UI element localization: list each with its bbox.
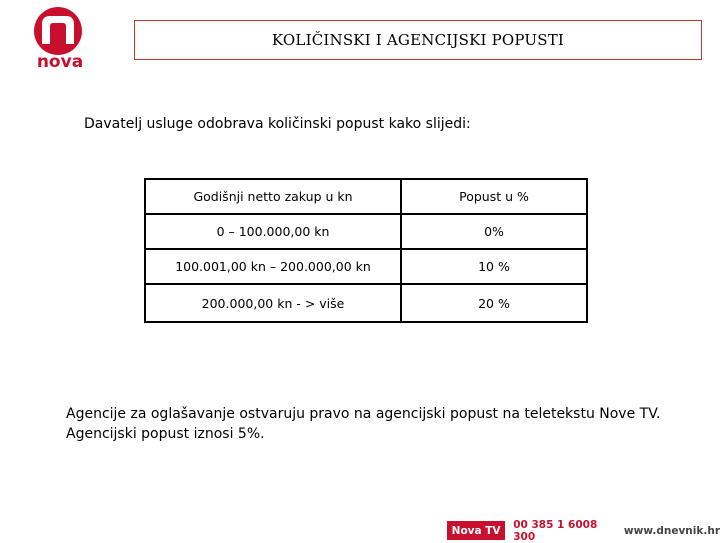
page-title-text: KOLIČINSKI I AGENCIJSKI POPUSTI	[271, 31, 565, 49]
agency-discount-note	[66, 404, 706, 444]
table-header-cell: Godišnji netto zakup u kn	[145, 179, 401, 214]
note-line: Agencije za oglašavanje ostvaruju pravo na agencijski popust na teletekstu Nove TV.	[66, 406, 661, 422]
table-row	[145, 284, 587, 322]
page-title	[134, 20, 702, 60]
discount-table	[144, 178, 588, 323]
table-row	[145, 249, 587, 284]
table-header-cell: Popust u %	[401, 179, 587, 214]
logo-circle	[34, 7, 82, 55]
footer-brand: Nova TV	[447, 521, 505, 540]
footer-phone: 00 385 1 6008 300	[513, 518, 598, 543]
note-line: Agencijski popust iznosi 5%.	[66, 426, 265, 442]
logo-text: nova	[36, 52, 84, 72]
table-cell: 200.000,00 kn - > više	[145, 284, 401, 322]
table-cell: 10 %	[401, 249, 587, 284]
intro-text: Davatelj usluge odobrava količinski popust kako slijedi:	[84, 116, 471, 132]
table-cell: 20 %	[401, 284, 587, 322]
table-header-row	[145, 179, 587, 214]
table-cell: 0%	[401, 214, 587, 249]
table-cell: 0 – 100.000,00 kn	[145, 214, 401, 249]
table-row	[145, 214, 587, 249]
footer-website[interactable]: www.dnevnik.hr	[623, 524, 720, 537]
table-cell: 100.001,00 kn – 200.000,00 kn	[145, 249, 401, 284]
nova-logo	[8, 4, 128, 74]
footer-bar	[447, 518, 720, 543]
